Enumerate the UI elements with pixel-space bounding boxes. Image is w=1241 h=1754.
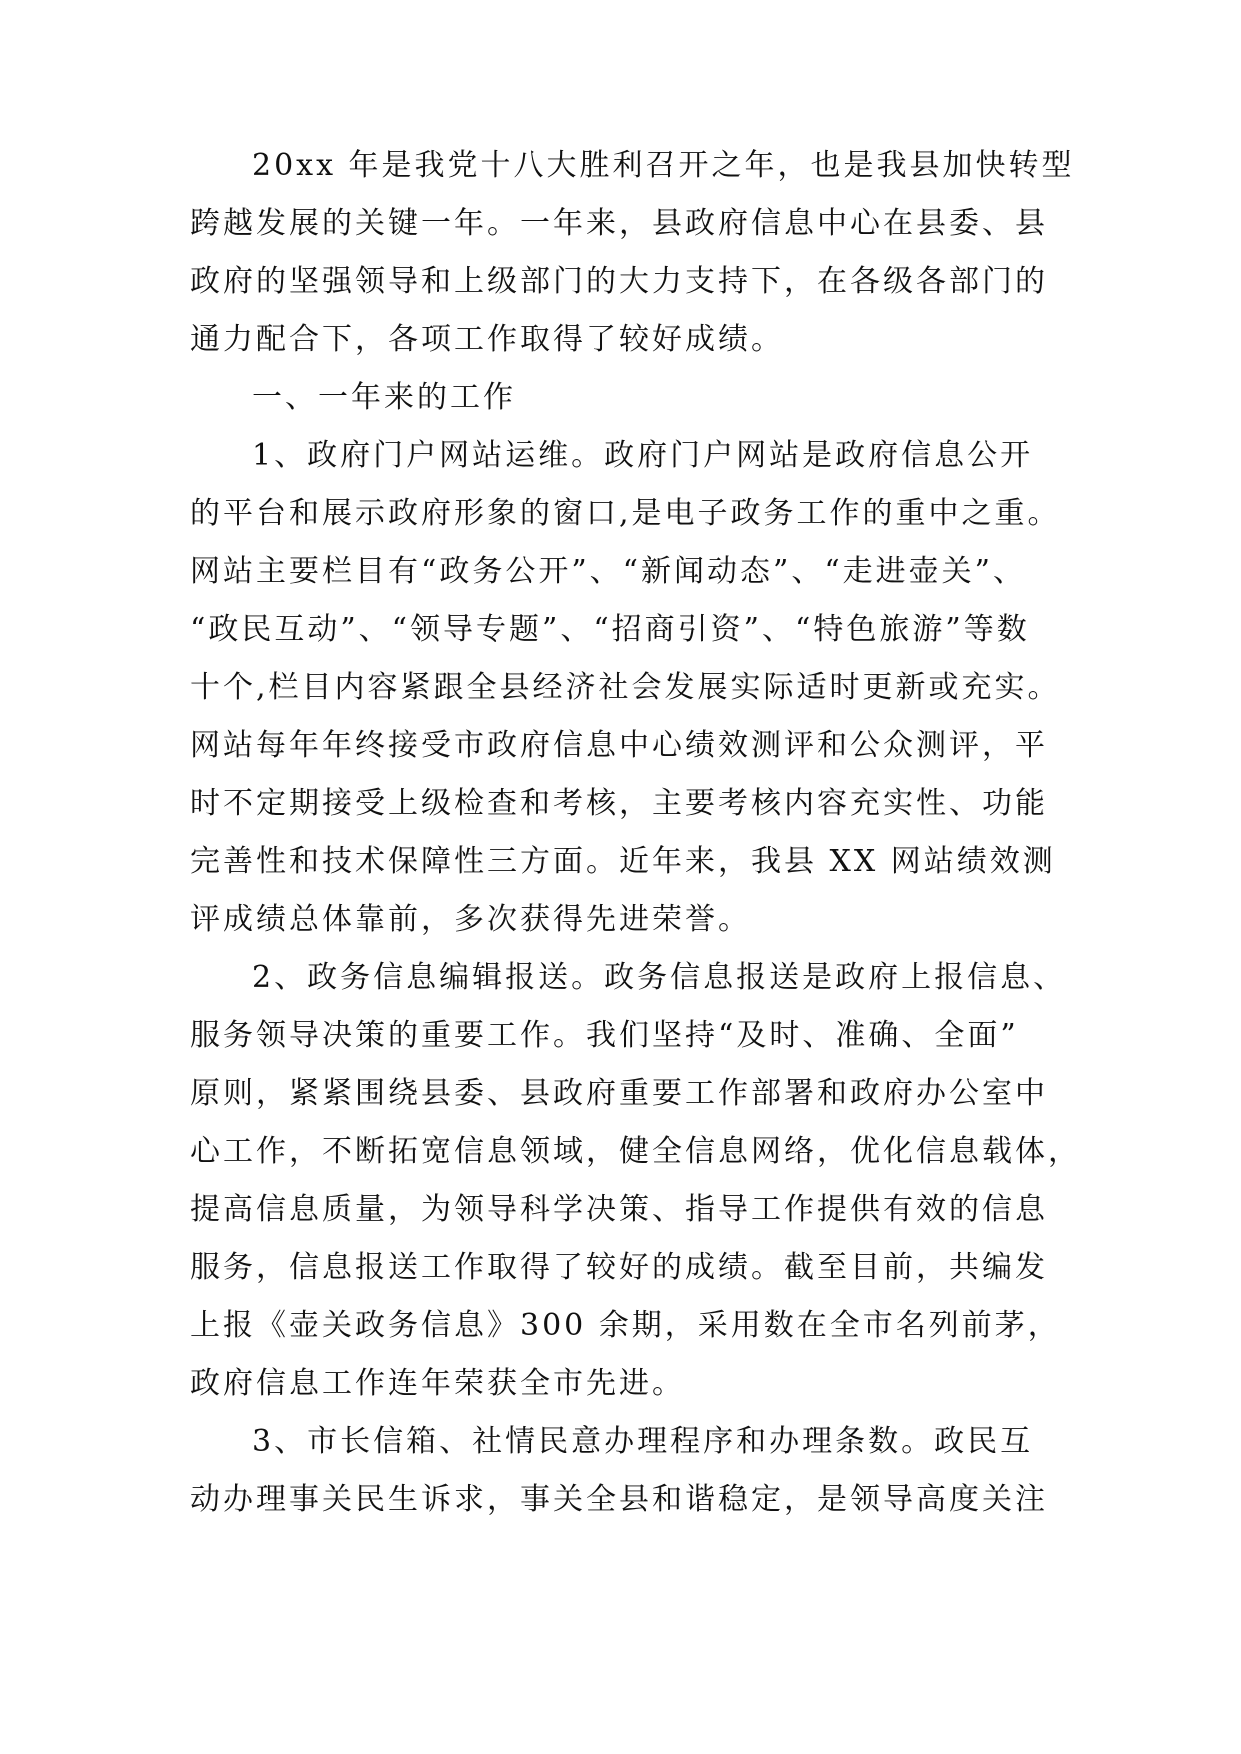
paragraph-line: 网站主要栏目有“政务公开”、“新闻动态”、“走进壶关”、 — [190, 554, 1027, 589]
paragraph-line: “政民互动”、“领导专题”、“招商引资”、“特色旅游”等数 — [190, 612, 1030, 647]
paragraph-line: 2、政务信息编辑报送。政务信息报送是政府上报信息、 — [252, 960, 1067, 995]
paragraph-line: 上报《壶关政务信息》300 余期，采用数在全市名列前茅， — [190, 1308, 1061, 1343]
paragraph-line: 原则，紧紧围绕县委、县政府重要工作部署和政府办公室中 — [190, 1076, 1048, 1111]
paragraph-line: 的平台和展示政府形象的窗口,是电子政务工作的重中之重。 — [190, 496, 1061, 531]
paragraph-line: 服务，信息报送工作取得了较好的成绩。截至目前，共编发 — [190, 1250, 1048, 1285]
paragraph-line: 服务领导决策的重要工作。我们坚持“及时、准确、全面” — [190, 1018, 1019, 1053]
paragraph-line: 十个,栏目内容紧跟全县经济社会发展实际适时更新或充实。 — [190, 670, 1061, 705]
paragraph-line: 心工作，不断拓宽信息领域，健全信息网络，优化信息载体， — [190, 1134, 1081, 1169]
paragraph-line: 跨越发展的关键一年。一年来，县政府信息中心在县委、县 — [190, 206, 1048, 241]
paragraph-line: 3、市长信箱、社情民意办理程序和办理条数。政民互 — [252, 1424, 1034, 1459]
paragraph-line: 提高信息质量，为领导科学决策、指导工作提供有效的信息 — [190, 1192, 1048, 1227]
paragraph-line: 通力配合下，各项工作取得了较好成绩。 — [190, 322, 784, 357]
paragraph-line: 时不定期接受上级检查和考核，主要考核内容充实性、功能 — [190, 786, 1048, 821]
paragraph-line: 网站每年年终接受市政府信息中心绩效测评和公众测评，平 — [190, 728, 1048, 763]
paragraph-line: 政府的坚强领导和上级部门的大力支持下，在各级各部门的 — [190, 264, 1048, 299]
paragraph-line: 政府信息工作连年荣获全市先进。 — [190, 1366, 685, 1401]
section-heading: 一、一年来的工作 — [252, 380, 516, 415]
paragraph-line: 评成绩总体靠前，多次获得先进荣誉。 — [190, 902, 751, 937]
paragraph-line: 动办理事关民生诉求，事关全县和谐稳定，是领导高度关注 — [190, 1482, 1048, 1517]
paragraph-line: 1、政府门户网站运维。政府门户网站是政府信息公开 — [252, 438, 1034, 473]
paragraph-line: 20xx 年是我党十八大胜利召开之年，也是我县加快转型 — [252, 148, 1075, 183]
paragraph-line: 完善性和技术保障性三方面。近年来，我县 XX 网站绩效测 — [190, 844, 1056, 879]
